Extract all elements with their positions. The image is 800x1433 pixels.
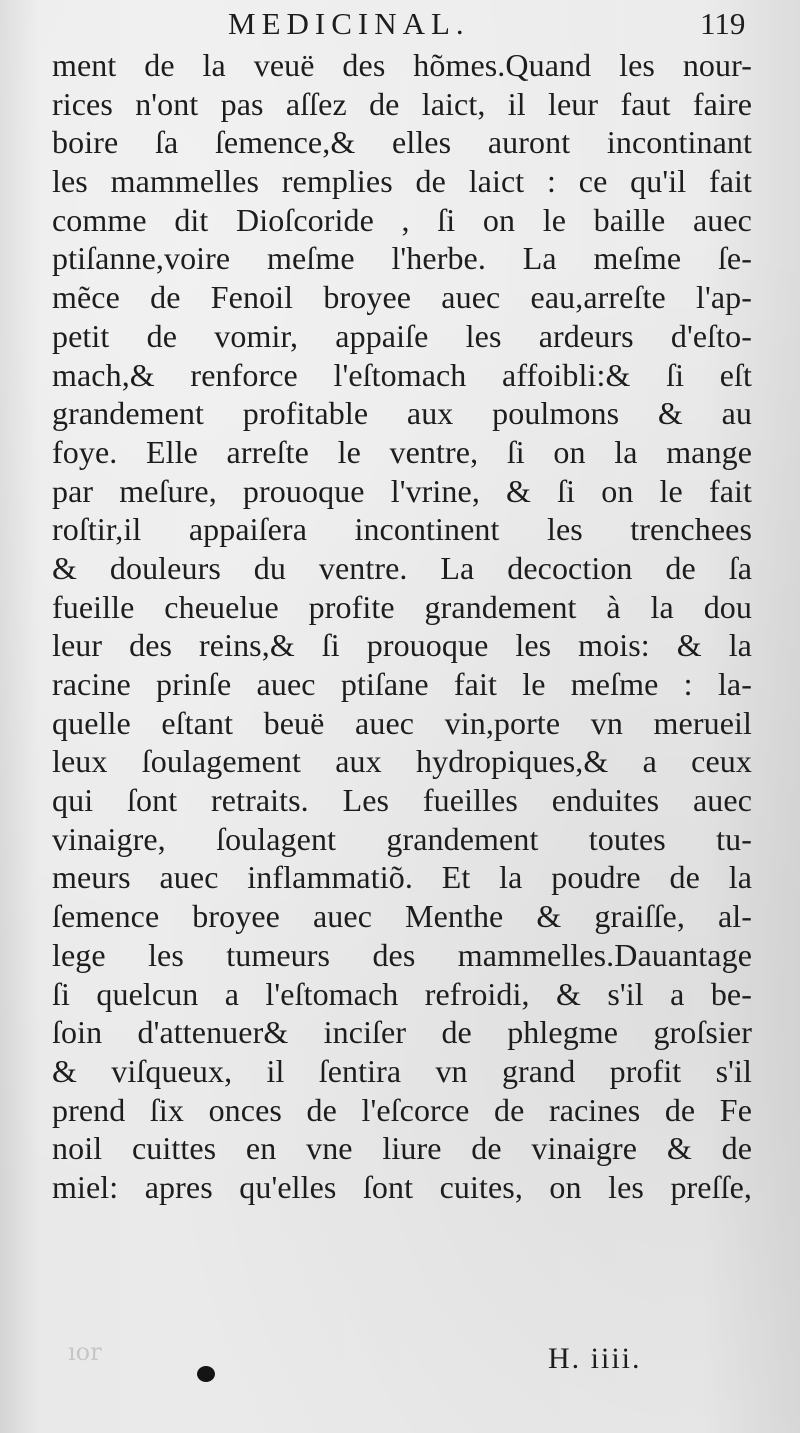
text-line: prend ſix onces de l'eſcorce de racines de Fe — [52, 1091, 752, 1128]
text-line: racine prinſe auec ptiſane fait le meſme : la- — [52, 666, 752, 702]
text-line: miel: apres qu'elles ſont cuites, on les preſſe, — [52, 1168, 752, 1205]
text-line: qui ſont retraits. Les fueilles enduites auec — [52, 782, 752, 819]
text-line: petit de vomir, appaiſe les ardeurs d'eſto- — [52, 317, 752, 354]
text-line: & viſqueux, il ſentira vn grand profit s'il — [52, 1052, 752, 1089]
text-line: & douleurs du ventre. La decoction de ſa — [52, 549, 752, 586]
text-line: ment de la veuë des hõmes.Quand les nour- — [52, 47, 752, 83]
text-line: mẽce de Fenoil broyee auec eau,arreſte l'ap- — [52, 279, 752, 316]
running-head-title: MEDICINAL. — [228, 6, 470, 41]
text-line: leur des reins,& ſi prouoque les mois: & la — [52, 627, 752, 664]
ink-blot — [197, 1366, 215, 1382]
text-line: ſi quelcun a l'eſtomach refroidi, & s'il a be- — [52, 975, 752, 1012]
text-line: grandement profitable aux poulmons & au — [52, 395, 752, 432]
text-line: vinaigre, ſoulagent grandement toutes tu- — [52, 820, 752, 857]
text-line: fueille cheuelue profite grandement à la dou — [52, 588, 752, 625]
text-line: par meſure, prouoque l'vrine, & ſi on le fait — [52, 472, 752, 509]
text-line: ſoin d'attenuer& inciſer de phlegme groſsier — [52, 1014, 752, 1051]
text-line: noil cuittes en vne liure de vinaigre & de — [52, 1130, 752, 1167]
text-line: foye. Elle arreſte le ventre, ſi on la mange — [52, 433, 752, 470]
text-line: leux ſoulagement aux hydropiques,& a ceux — [52, 743, 752, 780]
text-line: meurs auec inflammatiõ. Et la poudre de la — [52, 859, 752, 896]
text-line: mach,& renforce l'eſtomach affoibli:& ſi eſt — [52, 356, 752, 393]
text-line: ptiſanne,voire meſme l'herbe. La meſme ſe- — [52, 240, 752, 277]
text-line: roſtir,il appaiſera incontinent les trenchees — [52, 511, 752, 548]
text-line: boire ſa ſemence,& elles auront incontinant — [52, 124, 752, 161]
page-number: 119 — [700, 6, 746, 41]
body-text — [52, 46, 752, 1207]
show-through-mark: ıor — [68, 1338, 102, 1366]
text-line: quelle eſtant beuë auec vin,porte vn merueil — [52, 704, 752, 741]
text-line: ſemence broyee auec Menthe & graiſſe, al- — [52, 898, 752, 935]
text-line: les mammelles remplies de laict : ce qu'il fait — [52, 163, 752, 200]
signature-mark: H. iiii. — [548, 1342, 642, 1375]
text-line: rices n'ont pas aſſez de laict, il leur faut faire — [52, 85, 752, 122]
text-line: lege les tumeurs des mammelles.Dauantage — [52, 936, 752, 973]
running-head — [0, 4, 800, 44]
text-line: comme dit Dioſcoride , ſi on le baille auec — [52, 201, 752, 238]
